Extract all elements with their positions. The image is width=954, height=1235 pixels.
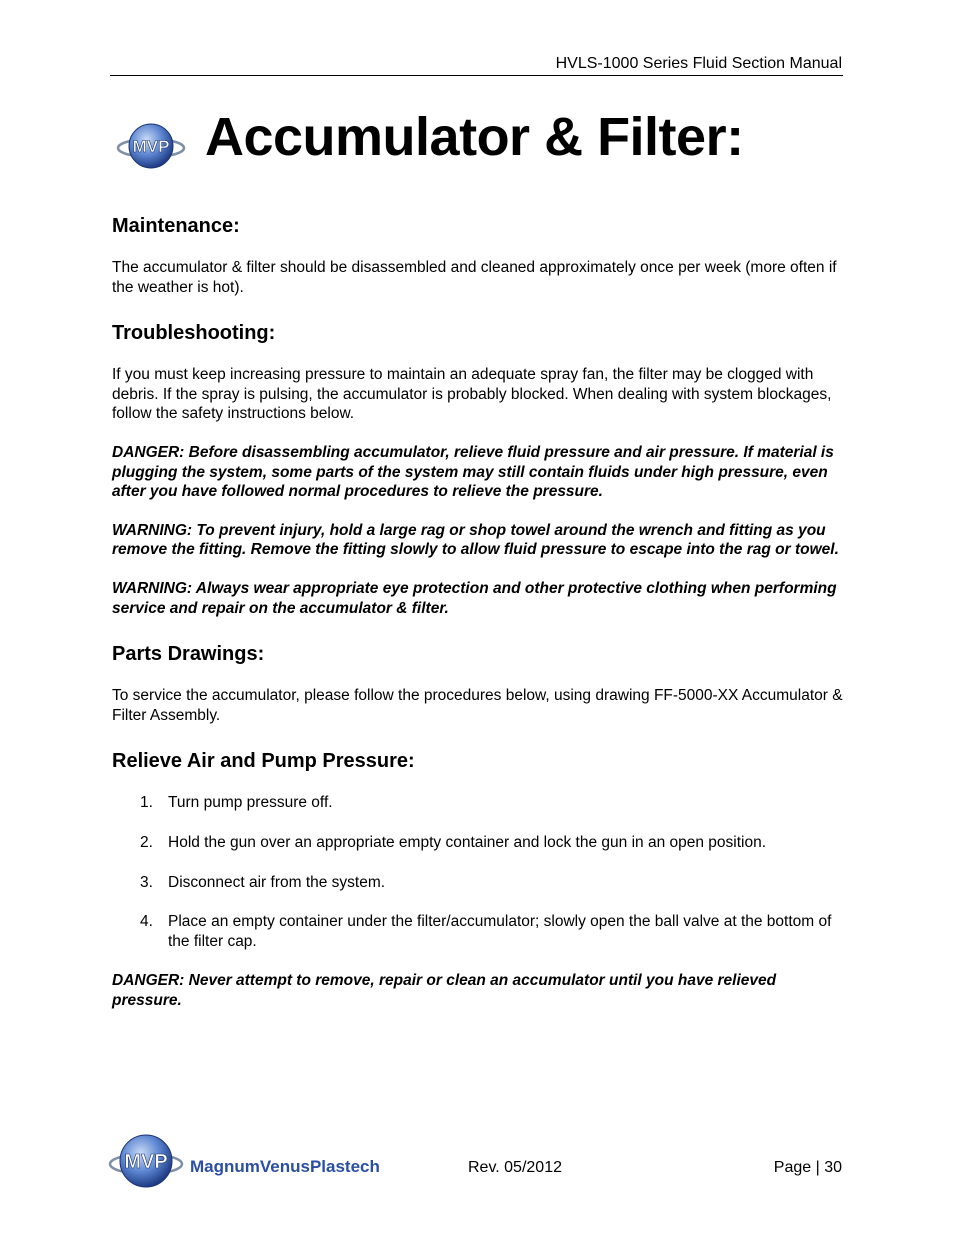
relieve-steps-list [112,793,844,951]
step-number: 2. [140,833,153,851]
maintenance-body: The accumulator & filter should be disassembled and cleaned approximately once per week (more often if the weather is hot). [112,259,837,296]
footer-revision: Rev. 05/2012 [468,1159,562,1176]
step-number: 3. [140,873,153,891]
step-text: Place an empty container under the filter/accumulator; slowly open the ball valve at the bottom of the filter cap. [168,913,832,950]
warning-notice-rag: WARNING: To prevent injury, hold a large rag or shop towel around the wrench and fitting as you remove the fitting. Remove the fitting slowly to allow fluid pressure to escape into the rag or towel. [112,521,839,559]
step-number: 1. [140,794,153,812]
footer-logo-text: MVP [124,1151,168,1173]
footer-brand-logo [108,1130,393,1192]
footer-brand-text: MagnumVenusPlastech [190,1157,380,1176]
list-item [112,793,844,813]
troubleshooting-heading: Troubleshooting: [112,322,276,345]
relieve-pressure-heading: Relieve Air and Pump Pressure: [112,750,415,773]
warning-notice-eye-protection: WARNING: Always wear appropriate eye protection and other protective clothing when performing service and repair on the accumulator & filter. [112,579,837,617]
header-manual-title: HVLS-1000 Series Fluid Section Manual [555,55,842,72]
footer-page-number: Page | 30 [773,1159,842,1176]
step-number: 4. [140,913,153,931]
page-title: Accumulator & Filter: [205,107,744,167]
maintenance-heading: Maintenance: [112,215,240,237]
troubleshooting-body: If you must keep increasing pressure to maintain an adequate spray fan, the filter may be clogged with debris. If the spray is pulsing, the accumulator is probably blocked. When dealing with system blockages, follow the safety instructions below. [112,366,832,423]
danger-notice: DANGER: Before disassembling accumulator, relieve fluid pressure and air pressure. If material is plugging the system, some parts of the system may still contain fluids under high pressure, even after you have followed normal procedures to relieve the pressure. [112,443,834,501]
list-item [112,912,844,951]
content [112,214,844,1029]
title-logo-text: MVP [132,137,170,156]
header-rule [110,75,843,76]
list-item [112,833,844,853]
step-text: Disconnect air from the system. [168,873,386,891]
step-text: Turn pump pressure off. [168,794,333,812]
danger-notice-final: DANGER: Never attempt to remove, repair or clean an accumulator until you have relieved pressure. [112,972,777,1009]
parts-drawings-body: To service the accumulator, please follow the procedures below, using drawing FF-5000-XX Accumulator & Filter Assembly. [112,687,843,724]
mvp-globe-logo [116,118,186,174]
parts-drawings-heading: Parts Drawings: [112,643,265,666]
list-item [112,873,844,893]
step-text: Hold the gun over an appropriate empty container and lock the gun in an open position. [168,833,767,851]
